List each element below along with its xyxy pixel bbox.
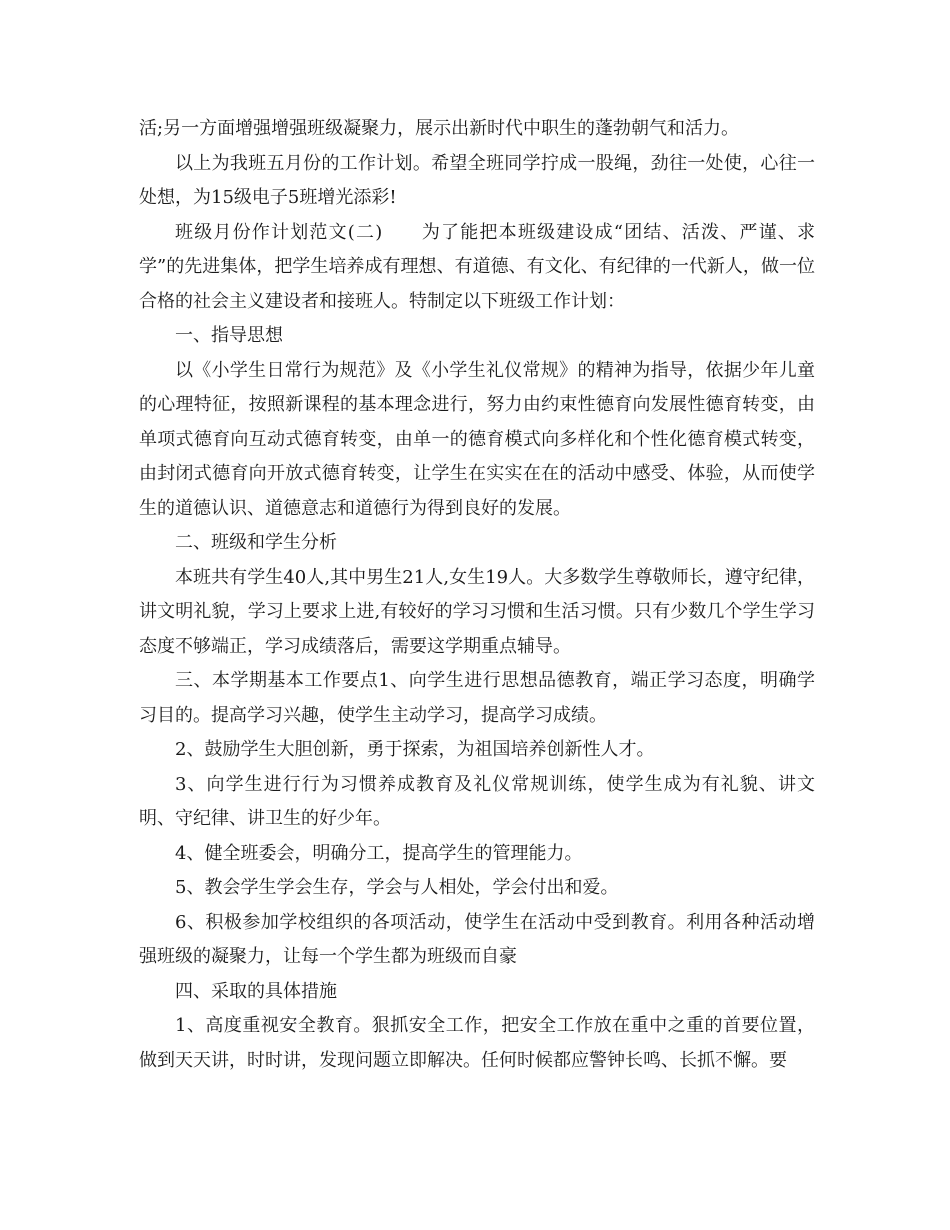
section-heading-4: 四、采取的具体措施 [175, 980, 337, 1002]
list-item-2: 2、鼓励学生大胆创新，勇于探索，为祖国培养创新性人才。 [175, 739, 655, 760]
list-item-4: 4、健全班委会，明确分工，提高学生的管理能力。 [175, 842, 583, 864]
paragraph-4: 以《小学生日常行为规范》及《小学生礼仪常规》的精神为指导，依据少年儿童的心理特征，按照新课程的基本理念进行，努力由约束性德育向发展性德育转变，由单项式德育向互动式德育转变，由单一的德育模式向多样化和个性化德育模式转变，由封闭式德育向开放式德育转变，让学生在实实在在的活动中感受、体验，从而使学生的道德认识、道德意志和道德行为得到良好的发展。 [139, 359, 815, 519]
list-item-5: 5、教会学生学会生存，学会与人相处，学会付出和爱。 [175, 877, 619, 898]
paragraph-5: 本班共有学生40人,其中男生21人,女生19人。大多数学生尊敬师长，遵守纪律，讲文明礼貌，学习上要求上进,有较好的学习习惯和生活习惯。只有少数几个学生学习态度不够端正，学习成绩落后，需要这学期重点辅导。 [139, 566, 815, 657]
paragraph-1: 活;另一方面增强增强班级凝聚力，展示出新时代中职生的蓬勃朝气和活力。 [139, 118, 740, 139]
list-item-6: 6、积极参加学校组织的各项活动，使学生在活动中受到教育。利用各种活动增强班级的凝聚力，让每一个学生都为班级而自豪 [139, 911, 815, 967]
paragraph-2: 以上为我班五月份的工作计划。希望全班同学拧成一股绳，劲往一处使，心往一处想，为15级电子5班增光添彩! [139, 152, 815, 208]
section-heading-2: 二、班级和学生分析 [175, 532, 337, 553]
paragraph-6: 三、本学期基本工作要点1、向学生进行思想品德教育，端正学习态度，明确学习目的。提高学习兴趣，使学生主动学习，提高学习成绩。 [139, 670, 815, 726]
section-heading-1: 一、指导思想 [175, 325, 283, 346]
paragraph-3: 班级月份作计划范文(二) 为了能把本班级建设成“团结、活泼、严谨、求学”的先进集体，把学生培养成有理想、有道德、有文化、有纪律的一代新人，做一位合格的社会主义建设者和接班人。特制定以下班级工作计划： [139, 221, 815, 312]
list-item-3: 3、向学生进行行为习惯养成教育及礼仪常规训练，使学生成为有礼貌、讲文明、守纪律、讲卫生的好少年。 [139, 773, 815, 829]
paragraph-7: 1、高度重视安全教育。狠抓安全工作，把安全工作放在重中之重的首要位置，做到天天讲，时时讲，发现问题立即解决。任何时候都应警钟长鸣、长抓不懈。要 [139, 1015, 815, 1071]
document-body [139, 112, 815, 1078]
